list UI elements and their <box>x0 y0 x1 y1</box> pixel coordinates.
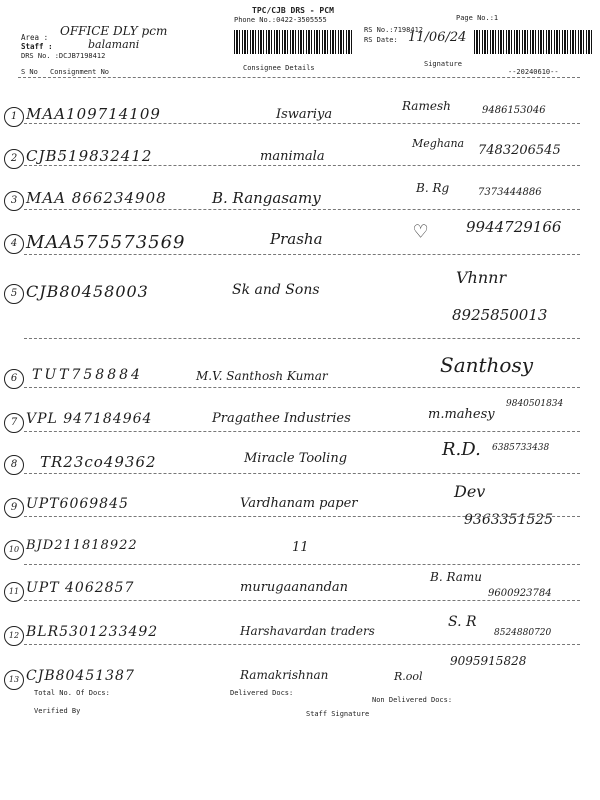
consignee-name: manimala <box>260 149 325 164</box>
document-title: TPC/CJB DRS - PCM <box>252 6 334 15</box>
consignment-number: UPT 4062857 <box>26 580 135 596</box>
signature: Meghana <box>412 137 465 150</box>
heart-signature-icon: ♡ <box>414 220 428 245</box>
header-divider <box>18 77 580 78</box>
consignee-name: B. Rangasamy <box>212 189 321 207</box>
serial-number: 7 <box>4 413 24 433</box>
consignee-name: 11 <box>292 540 309 555</box>
phone-number: 7373444886 <box>478 187 542 198</box>
consignment-number: MAA 866234908 <box>26 189 167 207</box>
phone-number: 9600923784 <box>488 588 552 599</box>
consignment-number: TUT758884 <box>32 367 143 383</box>
list-item <box>0 99 600 145</box>
staff-signature-label: Staff Signature <box>306 710 370 718</box>
serial-number: 9 <box>4 498 24 518</box>
verified-by-label: Verified By <box>34 707 81 715</box>
column-sno: S No <box>21 68 38 76</box>
signature: R.ool <box>394 670 423 683</box>
consignee-name: Ramakrishnan <box>240 668 329 682</box>
consignment-number: CJB80451387 <box>26 668 135 684</box>
serial-number: 13 <box>4 670 24 690</box>
signature: R.D. <box>442 439 481 460</box>
consignment-number: CJB519832412 <box>26 147 153 165</box>
list-item <box>0 482 600 536</box>
consignee-name: murugaanandan <box>240 580 349 595</box>
area-label: Area : <box>21 33 49 42</box>
non-delivered-docs-label: Non Delivered Docs: <box>372 696 453 704</box>
drs-barcode-left <box>234 30 354 54</box>
consignee-name: Miracle Tooling <box>244 451 348 466</box>
list-item <box>0 268 600 342</box>
drs-barcode-right <box>474 30 592 54</box>
phone-number: 9944729166 <box>466 218 562 236</box>
phone-number: 8524880720 <box>494 628 552 638</box>
consignee-name: M.V. Santhosh Kumar <box>196 369 328 383</box>
serial-number: 11 <box>4 582 24 602</box>
serial-number: 5 <box>4 284 24 304</box>
consignment-number: UPT6069845 <box>26 496 129 512</box>
consignment-number: MAA575573569 <box>26 232 186 253</box>
signature: Ramesh <box>402 99 451 113</box>
serial-number: 4 <box>4 234 24 254</box>
phone-number: 9840501834 <box>506 399 564 409</box>
list-item <box>0 570 600 620</box>
total-docs-label: Total No. Of Docs: <box>34 689 110 697</box>
phone-number: 9486153046 <box>482 105 546 116</box>
consignee-name: Harshavardan traders <box>240 624 375 638</box>
column-signature: Signature <box>424 60 462 68</box>
phone-number: Phone No.:0422-3505555 <box>234 16 327 24</box>
column-consignment: Consignment No <box>50 68 110 76</box>
phone-number: 6385733438 <box>492 443 550 453</box>
list-item <box>0 218 600 272</box>
phone-number: 8925850013 <box>452 306 548 324</box>
page-number: Page No.:1 <box>456 14 499 22</box>
consignment-number: BJD2118​1892​2 <box>26 538 138 553</box>
serial-number: 6 <box>4 369 24 389</box>
serial-number: 1 <box>4 107 24 127</box>
signature: S. R <box>448 614 477 630</box>
staff-label: Staff : <box>21 42 53 51</box>
consignee-name: Pragathee Industries <box>212 411 351 426</box>
column-consignee: Consignee Details <box>243 64 315 72</box>
list-item <box>0 654 600 708</box>
list-item <box>0 538 600 578</box>
consignment-number: CJB80458003 <box>26 282 149 301</box>
consignee-name: Vardhanam paper <box>240 496 358 511</box>
consignee-name: Prasha <box>270 230 323 248</box>
signature: B. Rg <box>416 181 450 195</box>
phone-number: 9095915828 <box>450 654 527 668</box>
signature: Vhnnr <box>456 268 507 287</box>
consignee-name: Iswariya <box>276 107 333 122</box>
serial-number: 2 <box>4 149 24 169</box>
staff-value: balamani <box>88 38 140 51</box>
serial-number: 12 <box>4 626 24 646</box>
phone-number: 9363351525 <box>464 512 554 528</box>
signature: Santhosy <box>440 353 534 377</box>
rs-date-value: 11/06/24 <box>408 30 467 45</box>
phone-number: 7483206545 <box>478 143 561 158</box>
delivered-docs-label: Delivered Docs: <box>230 689 294 697</box>
consignee-name: Sk and Sons <box>232 282 320 298</box>
serial-number: 8 <box>4 455 24 475</box>
date-code: --20240610-- <box>508 68 559 76</box>
signature: m.mahesy <box>428 407 495 422</box>
list-item <box>0 137 600 187</box>
signature: Dev <box>454 482 486 501</box>
consignment-number: BLR53012​3349​2 <box>26 624 159 640</box>
rs-number: RS No.:7198412 <box>364 26 424 34</box>
serial-number: 10 <box>4 540 24 560</box>
consignment-number: TR23co49362 <box>40 453 157 471</box>
serial-number: 3 <box>4 191 24 211</box>
list-item <box>0 439 600 493</box>
area-value: OFFICE DLY pcm <box>60 24 168 38</box>
consignment-number: MAA1097141​09 <box>26 105 161 123</box>
consignment-number: VPL 9471849​64 <box>26 411 153 427</box>
drs-number: DRS No. :DCJB7198412 <box>21 52 106 60</box>
rs-date-label: RS Date: <box>364 36 398 44</box>
signature: B. Ramu <box>430 570 483 584</box>
